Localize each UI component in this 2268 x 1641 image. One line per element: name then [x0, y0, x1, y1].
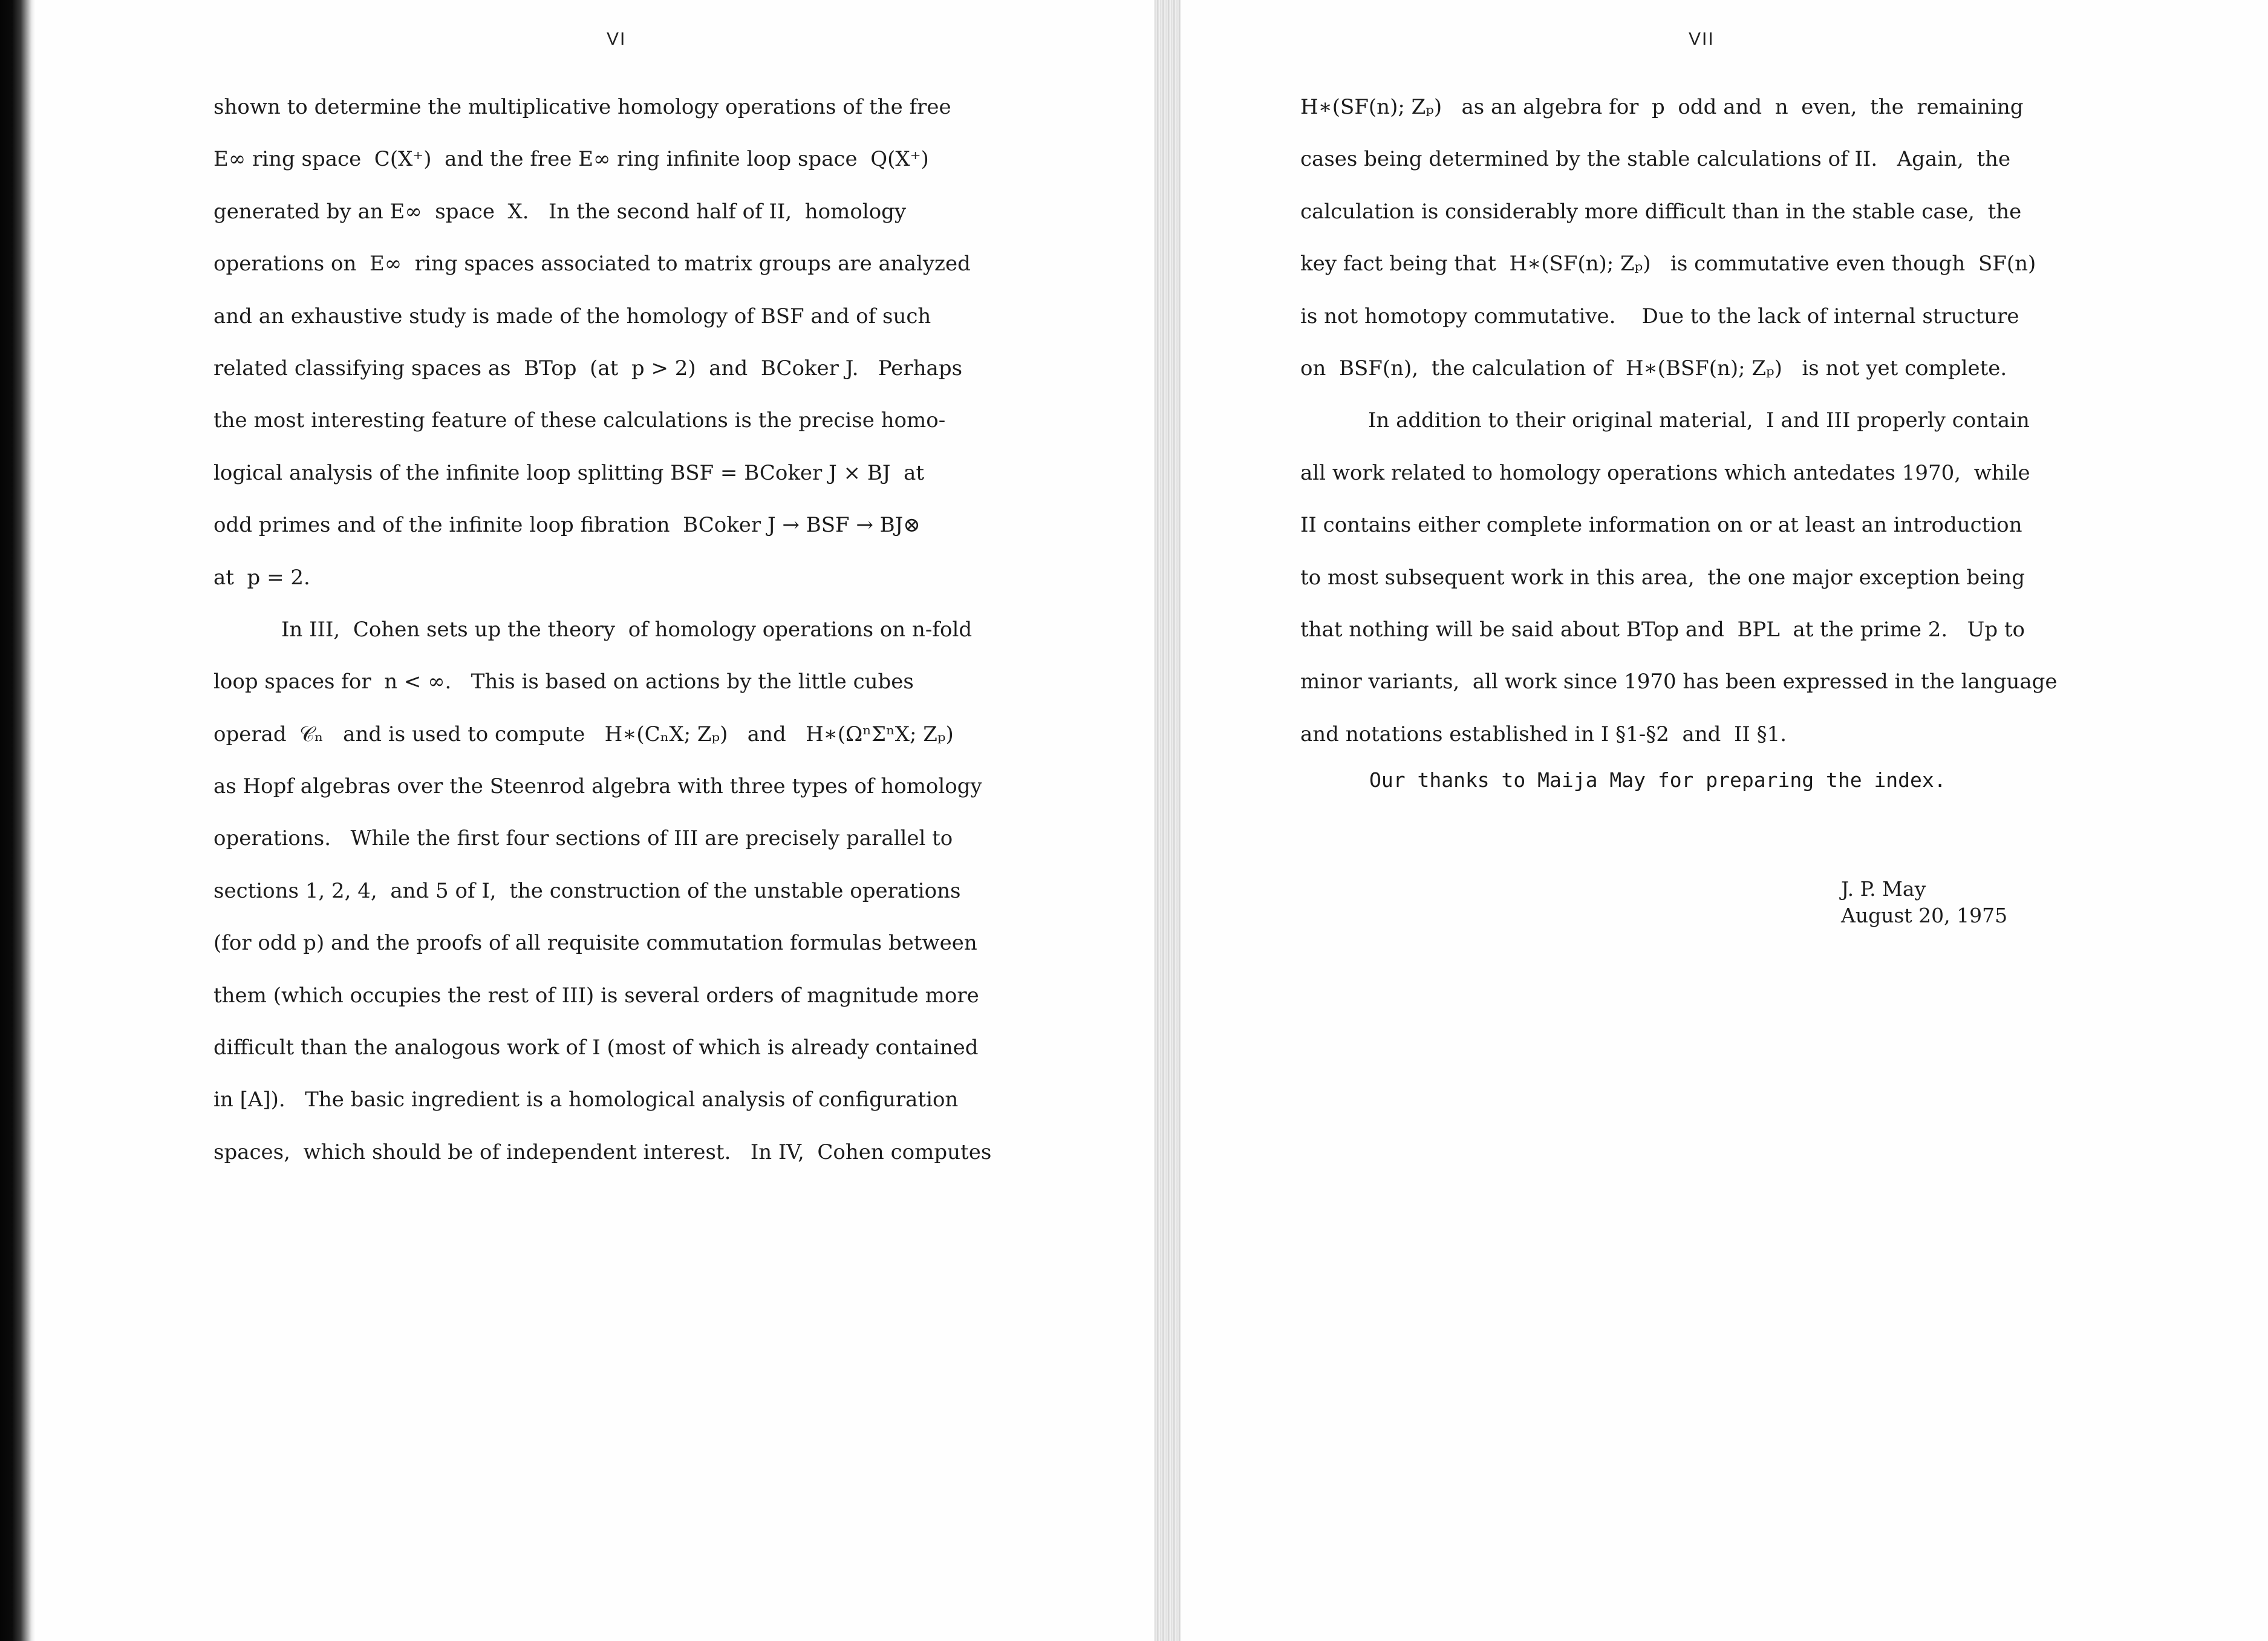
text-line: cases being determined by the stable calculations of II. Again, the — [1300, 147, 2011, 172]
text-line: spaces, which should be of independent interest. In IV, Cohen computes — [213, 1140, 992, 1164]
text-line: E∞ ring space C(X⁺) and the free E∞ ring infinite loop space Q(X⁺) — [213, 147, 929, 172]
page-gutter — [1154, 0, 1181, 1641]
text-line: loop spaces for n < ∞. This is based on actions by the little cubes — [213, 670, 914, 694]
left-page — [35, 0, 1154, 1641]
author-name: J. P. May — [1841, 877, 1926, 901]
text-line: odd primes and of the infinite loop fibration BCoker J → BSF → BJ⊗ — [213, 513, 921, 538]
text-line: logical analysis of the infinite loop splitting BSF = BCoker J × BJ at — [213, 460, 925, 485]
text-line: in [A]). The basic ingredient is a homological analysis of configuration — [213, 1088, 959, 1112]
text-line: the most interesting feature of these calculations is the precise homo- — [213, 408, 946, 433]
text-line: as Hopf algebras over the Steenrod algebra with three types of homology — [213, 774, 982, 799]
signature-block — [1841, 876, 2007, 929]
page-number-right: VII — [1689, 29, 1715, 49]
left-page-text — [213, 92, 1103, 1189]
text-line: sections 1, 2, 4, and 5 of I, the construction of the unstable operations — [213, 878, 961, 903]
text-line: at p = 2. — [213, 565, 310, 590]
text-line: H∗(SF(n); Zₚ) as an algebra for p odd and n even, the remaining — [1300, 95, 2024, 119]
text-line: related classifying spaces as BTop (at p > 2) and BCoker J. Perhaps — [213, 356, 963, 380]
text-line: difficult than the analogous work of I (most of which is already contained — [213, 1036, 979, 1060]
text-line: shown to determine the multiplicative homology operations of the free — [213, 95, 951, 119]
text-line: all work related to homology operations which antedates 1970, while — [1300, 460, 2030, 485]
signature-date: August 20, 1975 — [1841, 904, 2008, 927]
page-number-left: VI — [607, 29, 627, 49]
text-line: calculation is considerably more difficult than in the stable case, the — [1300, 199, 2022, 224]
acknowledgement-note: Our thanks to Maija May for preparing the index. — [1369, 768, 1946, 792]
text-line: them (which occupies the rest of III) is several orders of magnitude more — [213, 983, 979, 1008]
right-page — [1181, 0, 2268, 1641]
text-line: operations. While the first four sections of III are precisely parallel to — [213, 826, 953, 851]
text-line: and an exhaustive study is made of the homology of BSF and of such — [213, 304, 931, 328]
text-line: to most subsequent work in this area, the one major exception being — [1300, 565, 2025, 590]
text-line: key fact being that H∗(SF(n); Zₚ) is commutative even though SF(n) — [1300, 252, 2036, 276]
text-line: In III, Cohen sets up the theory of homology operations on n-fold — [281, 617, 973, 642]
text-line: In addition to their original material, I and III properly contain — [1368, 408, 2030, 433]
text-line: and notations established in I §1-§2 and II §1. — [1300, 722, 1787, 746]
text-line: II contains either complete information on or at least an introduction — [1300, 513, 2022, 538]
text-line: that nothing will be said about BTop and BPL at the prime 2. Up to — [1300, 617, 2025, 642]
text-line: operations on E∞ ring spaces associated to matrix groups are analyzed — [213, 252, 971, 276]
binding-shadow — [0, 0, 35, 1641]
text-line: on BSF(n), the calculation of H∗(BSF(n); Zₚ) is not yet complete. — [1300, 356, 2007, 380]
right-page-text — [1300, 92, 2232, 771]
text-line: (for odd p) and the proofs of all requisite commutation formulas between — [213, 931, 977, 956]
text-line: generated by an E∞ space X. In the second half of II, homology — [213, 199, 907, 224]
text-line: operad 𝒞ₙ and is used to compute H∗(CₙX; Zₚ) and H∗(ΩⁿΣⁿX; Zₚ) — [213, 722, 954, 746]
text-line: is not homotopy commutative. Due to the lack of internal structure — [1300, 304, 2019, 328]
text-line: minor variants, all work since 1970 has been expressed in the language — [1300, 670, 2058, 694]
